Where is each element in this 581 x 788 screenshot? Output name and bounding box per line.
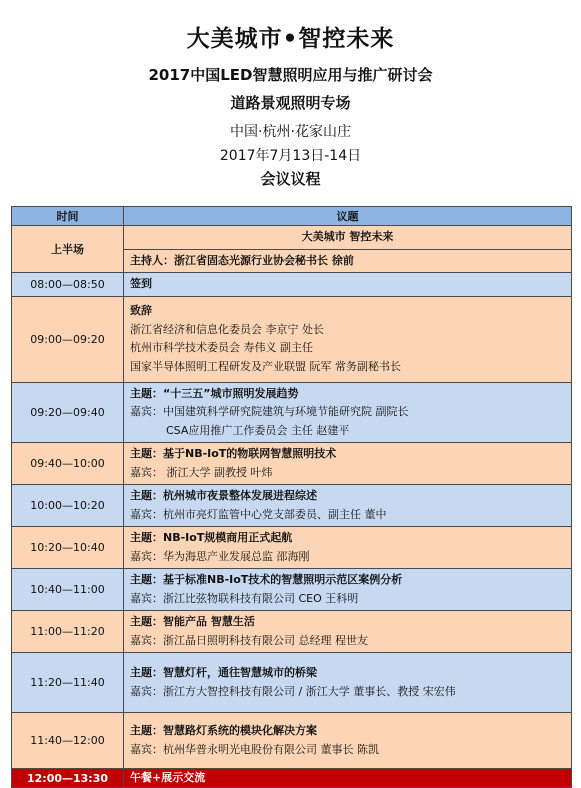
row-line: 主题：智慧路灯系统的模块化解决方案 xyxy=(130,724,317,737)
agenda-title: 会议议程 xyxy=(260,170,321,188)
row-line: 嘉宾： 浙江大学 副教授 叶炜 xyxy=(130,465,273,479)
host-text: 主持人：浙江省固态光源行业协会秘书长 徐前 xyxy=(124,249,572,273)
session-title: 道路景观照明专场 xyxy=(230,94,351,112)
row-line: 嘉宾：华为海思产业发展总监 邵海刚 xyxy=(130,549,310,563)
section-row xyxy=(12,226,572,250)
row-time: 09:20—09:40 xyxy=(12,382,124,443)
row-time: 12:00—13:30 xyxy=(12,769,124,788)
table-row xyxy=(12,713,572,769)
row-detail xyxy=(124,443,572,485)
row-time: 11:20—11:40 xyxy=(12,653,124,713)
row-line: 主题：智慧灯杆，通往智慧城市的桥梁 xyxy=(130,666,317,679)
row-line: 杭州市科学技术委员会 寿伟义 副主任 xyxy=(130,341,313,354)
section-label: 上半场 xyxy=(12,226,124,273)
row-line: CSA应用推广工作委员会 主任 赵建平 xyxy=(166,423,350,437)
row-line: 签到 xyxy=(130,277,152,290)
row-detail xyxy=(124,769,572,788)
row-time: 10:40—11:00 xyxy=(12,569,124,611)
row-line: 嘉宾：浙江方大智控科技有限公司 / 浙江大学 董事长、教授 宋宏伟 xyxy=(130,684,456,698)
row-time: 10:20—10:40 xyxy=(12,527,124,569)
row-line: 主题：基于标准NB-IoT技术的智慧照明示范区案例分析 xyxy=(130,573,403,586)
row-detail xyxy=(124,611,572,653)
table-header-row xyxy=(12,207,572,226)
table-row xyxy=(12,296,572,382)
column-header-time: 时间 xyxy=(12,207,124,226)
row-line: 主题：“十三五”城市照明发展趋势 xyxy=(130,386,299,400)
row-detail xyxy=(124,273,572,297)
row-time: 08:00—08:50 xyxy=(12,273,124,297)
row-line: 嘉宾：杭州华普永明光电股份有限公司 董事长 陈凯 xyxy=(130,742,379,756)
table-row xyxy=(12,443,572,485)
row-line: 午餐+展示交流 xyxy=(130,771,206,784)
row-line: 主题：基于NB-IoT的物联网智慧照明技术 xyxy=(130,447,337,460)
table-row xyxy=(12,273,572,297)
table-row xyxy=(12,569,572,611)
row-detail xyxy=(124,527,572,569)
table-row xyxy=(12,653,572,713)
location: 中国·杭州·花家山庄 xyxy=(230,124,351,140)
row-line: 嘉宾：杭州市亮灯监管中心党支部委员、副主任 董中 xyxy=(130,507,387,521)
date: 2017年7月13日-14日 xyxy=(219,148,362,164)
row-line: 国家半导体照明工程研发及产业联盟 阮军 常务副秘书长 xyxy=(130,359,401,373)
row-detail xyxy=(124,382,572,443)
row-line: 浙江省经济和信息化委员会 李京宁 处长 xyxy=(130,322,324,336)
row-time: 09:40—10:00 xyxy=(12,443,124,485)
row-line: 主题：杭州城市夜景整体发展进程综述 xyxy=(130,489,317,502)
table-row xyxy=(12,485,572,527)
row-detail xyxy=(124,713,572,769)
row-line: 主题：智能产品 智慧生活 xyxy=(130,615,255,628)
row-detail xyxy=(124,485,572,527)
row-time: 11:40—12:00 xyxy=(12,713,124,769)
section-title: 大美城市 智控未来 xyxy=(124,226,572,250)
row-time: 10:00—10:20 xyxy=(12,485,124,527)
row-line: 嘉宾：浙江晶日照明科技有限公司 总经理 程世友 xyxy=(130,633,368,647)
table-row xyxy=(12,382,572,443)
table-row xyxy=(12,611,572,653)
lunch-row xyxy=(12,769,572,788)
page-header xyxy=(0,0,581,190)
row-detail xyxy=(124,296,572,382)
row-time: 11:00—11:20 xyxy=(12,611,124,653)
row-detail xyxy=(124,569,572,611)
table-row xyxy=(12,527,572,569)
main-title: 大美城市•智控未来 xyxy=(186,26,395,52)
conference-title: 2017中国LED智慧照明应用与推广研讨会 xyxy=(148,66,433,84)
row-line: 致辞 xyxy=(130,304,152,317)
row-detail xyxy=(124,653,572,713)
row-line: 嘉宾：中国建筑科学研究院建筑与环境节能研究院 副院长 xyxy=(130,405,409,418)
column-header-topic: 议题 xyxy=(124,207,572,226)
agenda-table xyxy=(11,206,572,788)
row-line: 主题：NB-IoT规模商用正式起航 xyxy=(130,531,293,544)
row-line: 嘉宾：浙江比弦物联科技有限公司 CEO 王科明 xyxy=(130,591,359,605)
row-time: 09:00—09:20 xyxy=(12,296,124,382)
